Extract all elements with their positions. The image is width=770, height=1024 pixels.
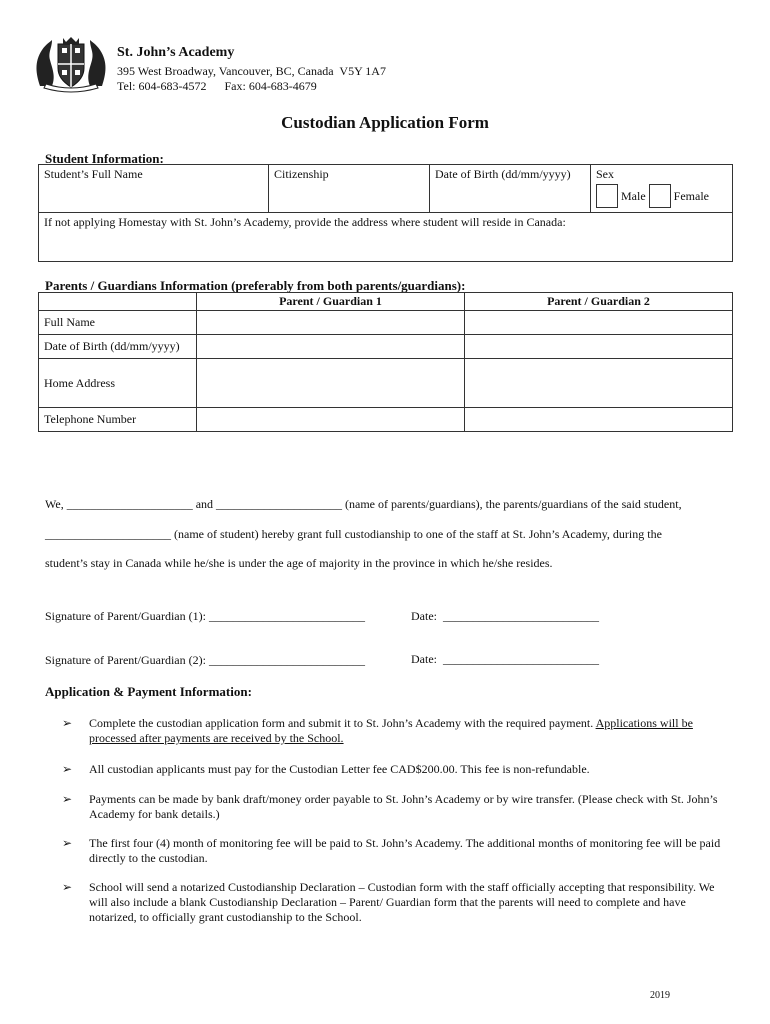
declaration-line-2: _____________________ (name of student) hereby grant full custodianship to one of the staff at St. John’s Academy, during the <box>45 527 662 541</box>
bullet-1-text: Complete the custodian application form and submit it to St. John’s Academy with the required payment. <box>89 716 596 730</box>
bullet-2-text: All custodian applicants must pay for the Custodian Letter fee CAD$200.00. This fee is non-refundable. <box>89 762 590 776</box>
parent1-full-name-field[interactable] <box>197 311 465 335</box>
student-name-label: Student’s Full Name <box>44 167 143 181</box>
list-item <box>62 716 722 746</box>
bullet-3-text: Payments can be made by bank draft/money order payable to St. John’s Academy or by wire transfer. (Please check with St. John’s Academy for bank details.) <box>89 792 718 821</box>
arrow-bullet-icon: ➢ <box>62 836 73 850</box>
full-name-row-label: Full Name <box>39 311 197 335</box>
citizenship-cell[interactable] <box>269 165 430 213</box>
student-info-heading: Student Information: <box>45 151 164 166</box>
list-item <box>62 762 722 777</box>
list-item <box>62 836 722 866</box>
list-item <box>62 880 722 925</box>
male-checkbox[interactable] <box>596 184 618 208</box>
list-item <box>62 792 722 822</box>
signature-parent-1[interactable]: Signature of Parent/Guardian (1): __________________________ <box>45 609 365 623</box>
parent2-address-field[interactable] <box>465 359 733 408</box>
telephone-row-label: Telephone Number <box>39 408 197 432</box>
declaration-line-1: We, _____________________ and _____________________ (name of parents/guardians), the parents/guardians of the said student, <box>45 497 682 511</box>
residence-address-cell[interactable] <box>39 213 733 262</box>
female-checkbox[interactable] <box>649 184 671 208</box>
arrow-bullet-icon: ➢ <box>62 762 73 776</box>
parents-header-blank <box>39 293 197 311</box>
female-label: Female <box>673 188 709 203</box>
bullet-1-underlined: Applications will be processed after payments are received by the School. <box>89 716 693 745</box>
bullet-5-text: School will send a notarized Custodianship Declaration – Custodian form with the staff officially accepting that responsibility. We will also include a blank Custodianship Declaration – Parent/ Guardian form that the parents will need to complete and have notarized, to officially grant custodianship to the School. <box>89 880 715 924</box>
parent2-dob-field[interactable] <box>465 335 733 359</box>
citizenship-label: Citizenship <box>274 167 329 181</box>
student-dob-label: Date of Birth (dd/mm/yyyy) <box>435 167 571 181</box>
sex-label: Sex <box>596 167 614 181</box>
parents-info-heading: Parents / Guardians Information (preferably from both parents/guardians): <box>45 278 466 293</box>
declaration-line-3: student’s stay in Canada while he/she is under the age of majority in the province in which he/she resides. <box>45 556 553 570</box>
male-label: Male <box>621 188 646 203</box>
school-contact: Tel: 604-683-4572 Fax: 604-683-4679 <box>117 79 317 93</box>
parents-info-table <box>38 292 733 432</box>
student-dob-cell[interactable] <box>430 165 591 213</box>
parent2-header: Parent / Guardian 2 <box>465 293 733 311</box>
school-address: 395 West Broadway, Vancouver, BC, Canada V5Y 1A7 <box>117 64 386 78</box>
form-title: Custodian Application Form <box>281 113 489 132</box>
signature-parent-2[interactable]: Signature of Parent/Guardian (2): __________________________ <box>45 653 365 667</box>
home-address-row-label: Home Address <box>39 359 197 408</box>
date-parent-2[interactable]: Date: __________________________ <box>411 652 599 666</box>
arrow-bullet-icon: ➢ <box>62 880 73 894</box>
arrow-bullet-icon: ➢ <box>62 716 73 730</box>
footer-year: 2019 <box>650 990 670 1001</box>
school-name: St. John’s Academy <box>117 45 235 60</box>
student-info-table <box>38 164 733 262</box>
sex-cell <box>591 165 733 213</box>
parent1-dob-field[interactable] <box>197 335 465 359</box>
crest-logo-icon <box>30 34 112 96</box>
residence-address-label: If not applying Homestay with St. John’s Academy, provide the address where student will reside in Canada: <box>44 215 566 229</box>
parent1-telephone-field[interactable] <box>197 408 465 432</box>
bullet-4-text: The first four (4) month of monitoring fee will be paid to St. John’s Academy. The additional months of monitoring fee will be paid directly to the custodian. <box>89 836 721 865</box>
arrow-bullet-icon: ➢ <box>62 792 73 806</box>
date-parent-1[interactable]: Date: __________________________ <box>411 609 599 623</box>
payment-info-heading: Application & Payment Information: <box>45 684 252 699</box>
parent1-address-field[interactable] <box>197 359 465 408</box>
student-name-cell[interactable] <box>39 165 269 213</box>
dob-row-label: Date of Birth (dd/mm/yyyy) <box>39 335 197 359</box>
parent1-header: Parent / Guardian 1 <box>197 293 465 311</box>
parent2-telephone-field[interactable] <box>465 408 733 432</box>
parent2-full-name-field[interactable] <box>465 311 733 335</box>
